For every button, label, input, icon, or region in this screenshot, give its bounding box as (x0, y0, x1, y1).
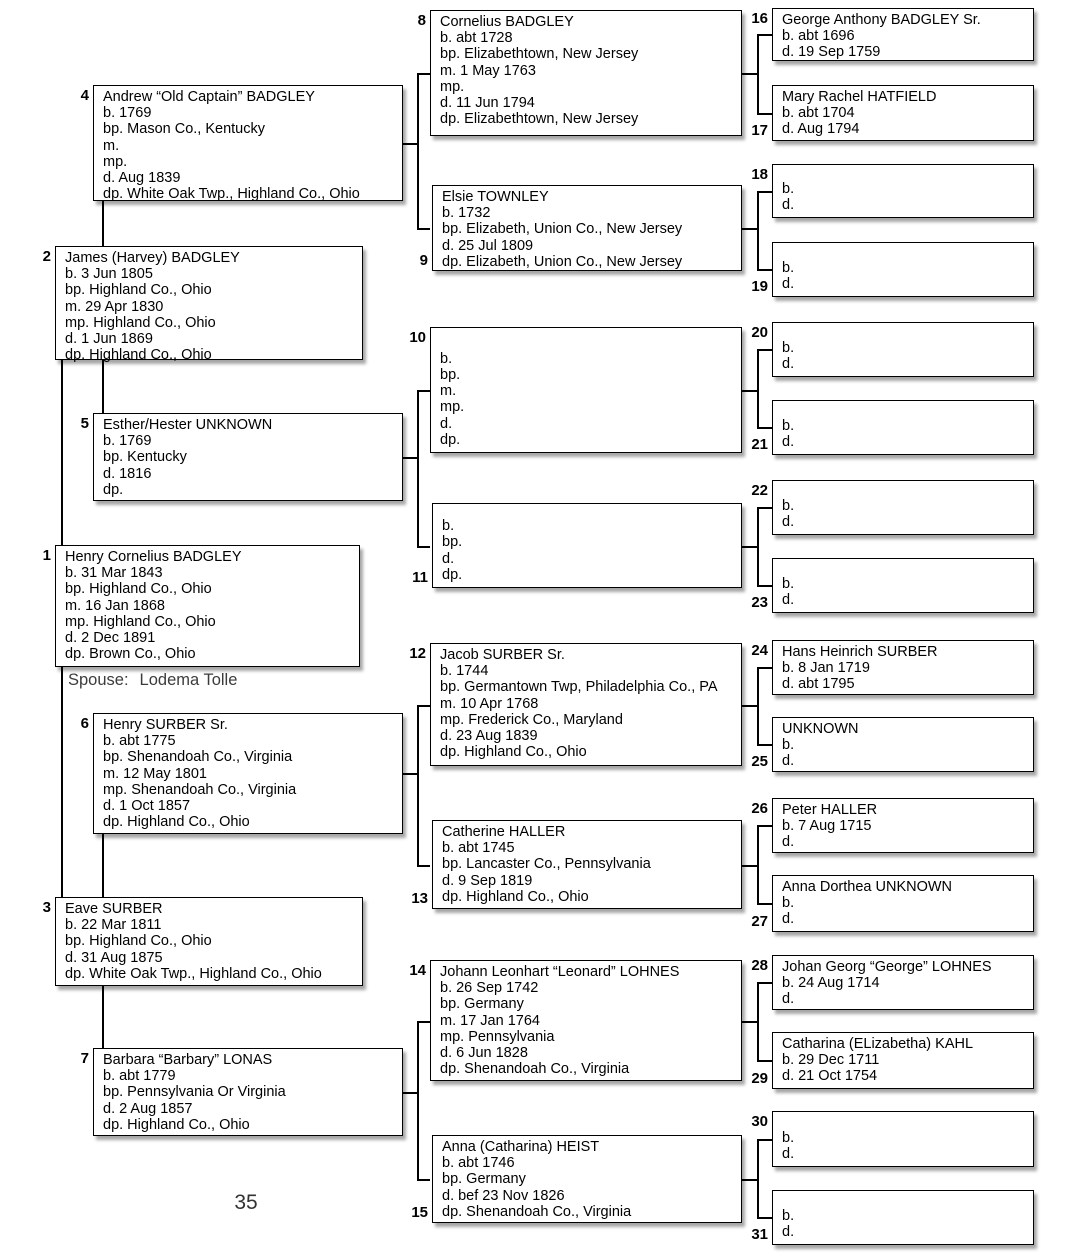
person-number-12: 12 (409, 645, 426, 662)
connector-line (102, 834, 104, 897)
person-detail: b. (782, 895, 795, 912)
person-detail: m. 12 May 1801 (103, 765, 207, 782)
person-box-25 (772, 717, 1034, 772)
person-detail: b. (782, 417, 795, 434)
person-detail: d. 21 Oct 1754 (782, 1068, 878, 1085)
person-detail: dp. (103, 481, 124, 498)
person-detail: b. (782, 339, 795, 356)
person-detail: dp. White Oak Twp., Highland Co., Ohio (65, 965, 322, 982)
connector-line (102, 201, 104, 246)
person-box-1 (55, 545, 360, 667)
person-name: Esther/Hester UNKNOWN (103, 417, 273, 433)
person-number-8: 8 (417, 12, 426, 29)
person-number-6: 6 (80, 715, 89, 732)
connector-line (757, 427, 772, 429)
person-name: Andrew “Old Captain” BADGLEY (103, 89, 315, 105)
connector-line (757, 507, 772, 509)
person-box-24 (772, 640, 1034, 695)
person-detail: d. (782, 196, 795, 213)
connector-line (757, 191, 759, 271)
person-detail: b. abt 1696 (782, 28, 855, 45)
person-box-6 (93, 713, 403, 834)
person-number-1: 1 (42, 547, 51, 564)
person-box-28 (772, 955, 1034, 1010)
connector-line (757, 1217, 772, 1219)
person-detail: d. (782, 1223, 795, 1240)
person-detail: m. (103, 137, 120, 154)
person-box-20 (772, 322, 1034, 377)
person-detail: d. bef 23 Nov 1826 (442, 1187, 565, 1204)
person-detail: d. (782, 911, 795, 928)
person-detail: m. 17 Jan 1764 (440, 1012, 540, 1029)
person-detail: d. abt 1795 (782, 676, 855, 693)
person-detail: dp. Highland Co., Ohio (442, 888, 589, 905)
person-detail: d. Aug 1794 (782, 121, 860, 138)
person-name: Mary Rachel HATFIELD (782, 89, 937, 105)
person-detail: b. abt 1775 (103, 733, 176, 750)
connector-line (417, 1179, 430, 1181)
person-detail: b. abt 1745 (442, 840, 515, 857)
person-detail: bp. Germantown Twp, Philadelphia Co., PA (440, 679, 718, 696)
person-box-9 (432, 185, 742, 271)
person-detail: dp. White Oak Twp., Highland Co., Ohio (103, 186, 360, 203)
person-box-15 (432, 1135, 742, 1223)
page-number: 35 (234, 1191, 258, 1214)
connector-line (417, 390, 419, 548)
person-number-25: 25 (751, 753, 768, 770)
person-name: Cornelius BADGLEY (440, 14, 574, 30)
person-detail: d. (782, 591, 795, 608)
person-detail: bp. Elizabethtown, New Jersey (440, 46, 639, 63)
person-number-27: 27 (751, 913, 768, 930)
person-detail: b. (782, 180, 795, 197)
person-detail: bp. (440, 366, 461, 383)
person-box-14 (430, 960, 742, 1081)
person-name: George Anthony BADGLEY Sr. (782, 12, 981, 28)
person-name: UNKNOWN (782, 721, 859, 737)
connector-line (757, 1139, 772, 1141)
connector-line (757, 1060, 772, 1062)
person-detail: d. 19 Sep 1759 (782, 44, 881, 61)
person-detail: bp. Kentucky (103, 449, 187, 466)
person-box-17 (772, 85, 1034, 141)
person-name: Jacob SURBER Sr. (440, 647, 565, 663)
person-detail: b. 1732 (442, 205, 491, 222)
person-detail: dp. (440, 431, 461, 448)
person-number-15: 15 (411, 1204, 428, 1221)
person-number-4: 4 (80, 87, 89, 104)
person-detail: mp. (440, 399, 465, 416)
person-detail: d. (442, 550, 455, 567)
person-number-24: 24 (751, 642, 768, 659)
person-number-14: 14 (409, 962, 426, 979)
connector-line (757, 667, 759, 746)
person-number-29: 29 (751, 1070, 768, 1087)
connector-line (757, 585, 772, 587)
person-detail: dp. (442, 566, 463, 583)
person-detail: bp. Mason Co., Kentucky (103, 121, 265, 138)
person-detail: b. 1769 (103, 433, 152, 450)
person-number-10: 10 (409, 329, 426, 346)
person-detail: mp. Shenandoah Co., Virginia (103, 781, 297, 798)
person-detail: d. (782, 433, 795, 450)
connector-line (757, 269, 772, 271)
person-number-9: 9 (419, 252, 428, 269)
person-detail: d. (782, 834, 795, 851)
person-detail: d. 1816 (103, 465, 152, 482)
connector-line (417, 865, 430, 867)
person-box-8 (430, 10, 742, 136)
person-detail: dp. Elizabeth, Union Co., New Jersey (442, 253, 683, 270)
person-name: Anna Dorthea UNKNOWN (782, 879, 953, 895)
connector-line (757, 507, 759, 587)
person-box-19 (772, 242, 1034, 297)
person-box-29 (772, 1032, 1034, 1089)
person-box-4 (93, 85, 403, 201)
person-detail: b. (442, 518, 455, 535)
person-detail: b. 3 Jun 1805 (65, 266, 153, 283)
person-number-11: 11 (412, 569, 428, 586)
person-detail: d. 9 Sep 1819 (442, 872, 533, 889)
person-box-13 (432, 820, 742, 909)
person-detail: d. 2 Dec 1891 (65, 630, 156, 647)
person-detail: d. (440, 415, 453, 432)
person-name: Barbara “Barbary” LONAS (103, 1052, 273, 1068)
person-detail: bp. Highland Co., Ohio (65, 933, 212, 950)
person-detail: b. 22 Mar 1811 (65, 917, 162, 934)
connector-line (417, 705, 430, 707)
person-box-2 (55, 246, 363, 364)
person-detail: b. 29 Dec 1711 (782, 1052, 880, 1069)
person-detail: d. (782, 991, 795, 1008)
person-number-22: 22 (751, 482, 768, 499)
person-detail: b. (782, 575, 795, 592)
person-name: James (Harvey) BADGLEY (65, 250, 240, 266)
person-name: Johann Leonhart “Leonard” LOHNES (440, 964, 680, 980)
connector-line (757, 825, 772, 827)
person-detail: d. Aug 1839 (103, 169, 181, 186)
person-number-5: 5 (80, 415, 89, 432)
person-detail: dp. Highland Co., Ohio (103, 1116, 250, 1133)
person-box-18 (772, 164, 1034, 218)
person-detail: d. 6 Jun 1828 (440, 1045, 528, 1062)
person-number-16: 16 (751, 10, 768, 27)
connector-line (102, 986, 104, 1048)
person-detail: b. 26 Sep 1742 (440, 980, 539, 997)
person-detail: d. 25 Jul 1809 (442, 237, 534, 254)
person-detail: d. (782, 753, 795, 770)
person-name: Henry SURBER Sr. (103, 717, 228, 733)
person-detail: b. (782, 737, 795, 754)
connector-line (417, 1021, 430, 1023)
person-detail: b. 31 Mar 1843 (65, 565, 163, 582)
person-detail: b. abt 1746 (442, 1155, 515, 1172)
person-number-13: 13 (411, 890, 428, 907)
person-detail: b. 7 Aug 1715 (782, 818, 872, 835)
spouse-name: Lodema Tolle (139, 671, 238, 689)
person-box-27 (772, 875, 1034, 932)
connector-line (757, 349, 772, 351)
person-detail: bp. Pennsylvania Or Virginia (103, 1084, 286, 1101)
person-detail: b. 24 Aug 1714 (782, 975, 880, 992)
connector-line (757, 744, 772, 746)
person-detail: d. 23 Aug 1839 (440, 728, 538, 745)
connector-line (102, 360, 104, 413)
spouse-label: Spouse: (68, 671, 129, 689)
person-detail: b. (782, 497, 795, 514)
person-detail: b. (782, 1129, 795, 1146)
connector-line (417, 73, 430, 75)
person-name: Hans Heinrich SURBER (782, 644, 938, 660)
person-detail: bp. Germany (442, 1171, 526, 1188)
person-detail: dp. Shenandoah Co., Virginia (440, 1061, 630, 1078)
person-detail: m. 10 Apr 1768 (440, 695, 539, 712)
connector-line (757, 903, 772, 905)
person-number-31: 31 (751, 1226, 768, 1243)
person-name: Johan Georg “George” LOHNES (782, 959, 992, 975)
person-detail: m. 29 Apr 1830 (65, 298, 164, 315)
person-detail: d. (782, 513, 795, 530)
person-detail: mp. (440, 78, 465, 95)
connector-line (757, 349, 759, 429)
person-detail: bp. Highland Co., Ohio (65, 282, 212, 299)
connector-line (61, 667, 63, 897)
person-box-5 (93, 413, 403, 501)
person-number-3: 3 (42, 899, 51, 916)
connector-line (757, 113, 772, 115)
person-number-23: 23 (751, 594, 768, 611)
person-detail: b. 8 Jan 1719 (782, 660, 870, 677)
person-detail: m. 16 Jan 1868 (65, 597, 165, 614)
connector-line (757, 982, 772, 984)
person-number-20: 20 (751, 324, 768, 341)
person-detail: m. (440, 383, 457, 400)
person-number-19: 19 (751, 278, 768, 295)
person-detail: b. abt 1779 (103, 1068, 176, 1085)
connector-line (757, 825, 759, 905)
person-name: Peter HALLER (782, 802, 878, 818)
person-number-7: 7 (80, 1050, 89, 1067)
connector-line (757, 191, 772, 193)
person-name: Catherine HALLER (442, 824, 566, 840)
person-detail: bp. Germany (440, 996, 524, 1013)
person-box-21 (772, 400, 1034, 455)
person-detail: mp. Pennsylvania (440, 1028, 555, 1045)
person-box-7 (93, 1048, 403, 1136)
person-box-31 (772, 1190, 1034, 1245)
person-detail: d. 31 Aug 1875 (65, 949, 163, 966)
person-detail: mp. Frederick Co., Maryland (440, 711, 623, 728)
person-number-2: 2 (42, 248, 51, 265)
connector-line (757, 34, 759, 115)
connector-line (61, 360, 63, 545)
person-number-26: 26 (751, 800, 768, 817)
person-box-23 (772, 558, 1034, 613)
connector-line (417, 73, 419, 230)
person-detail: b. abt 1704 (782, 105, 855, 122)
person-box-30 (772, 1111, 1034, 1167)
person-detail: bp. Shenandoah Co., Virginia (103, 749, 293, 766)
person-number-17: 17 (751, 122, 768, 139)
person-name: Anna (Catharina) HEIST (442, 1139, 600, 1155)
connector-line (417, 705, 419, 867)
person-box-11 (432, 503, 742, 588)
person-detail: mp. Highland Co., Ohio (65, 314, 216, 331)
person-detail: b. (440, 350, 453, 367)
connector-line (757, 982, 759, 1062)
spouse-note (68, 671, 237, 690)
person-detail: mp. Highland Co., Ohio (65, 613, 216, 630)
connector-line (757, 34, 772, 36)
person-detail: dp. Highland Co., Ohio (440, 744, 587, 761)
person-number-18: 18 (751, 166, 768, 183)
person-name: Henry Cornelius BADGLEY (65, 549, 242, 565)
person-detail: mp. (103, 153, 128, 170)
connector-line (757, 1139, 759, 1219)
person-detail: d. 1 Oct 1857 (103, 798, 191, 815)
person-detail: dp. Highland Co., Ohio (103, 814, 250, 831)
person-detail: b. 1769 (103, 105, 152, 122)
person-detail: d. (782, 275, 795, 292)
person-number-30: 30 (751, 1113, 768, 1130)
person-detail: b. 1744 (440, 663, 489, 680)
person-detail: b. (782, 259, 795, 276)
person-name: Elsie TOWNLEY (442, 189, 549, 205)
person-box-22 (772, 480, 1034, 535)
person-detail: d. (782, 1145, 795, 1162)
person-detail: d. 11 Jun 1794 (440, 95, 535, 112)
person-name: Eave SURBER (65, 901, 163, 917)
person-box-3 (55, 897, 363, 986)
connector-line (417, 546, 430, 548)
person-detail: dp. Elizabethtown, New Jersey (440, 111, 639, 128)
person-detail: d. 2 Aug 1857 (103, 1100, 193, 1117)
person-box-16 (772, 8, 1034, 61)
person-detail: dp. Shenandoah Co., Virginia (442, 1203, 632, 1220)
connector-line (417, 390, 430, 392)
person-detail: bp. Highland Co., Ohio (65, 581, 212, 598)
person-box-10 (430, 327, 742, 453)
person-detail: d. 1 Jun 1869 (65, 330, 153, 347)
person-number-28: 28 (751, 957, 768, 974)
person-detail: b. (782, 1207, 795, 1224)
person-name: Catharina (ELizabetha) KAHL (782, 1036, 974, 1052)
person-detail: dp. Highland Co., Ohio (65, 347, 212, 364)
person-detail: bp. Lancaster Co., Pennsylvania (442, 856, 651, 873)
connector-line (417, 1021, 419, 1181)
connector-line (417, 228, 430, 230)
person-number-21: 21 (751, 436, 768, 453)
person-detail: bp. (442, 534, 463, 551)
person-detail: m. 1 May 1763 (440, 62, 536, 79)
person-detail: dp. Brown Co., Ohio (65, 646, 196, 663)
person-box-26 (772, 798, 1034, 853)
person-box-12 (430, 643, 742, 766)
connector-line (757, 667, 772, 669)
person-detail: bp. Elizabeth, Union Co., New Jersey (442, 221, 683, 238)
person-detail: d. (782, 355, 795, 372)
person-detail: b. abt 1728 (440, 30, 513, 47)
